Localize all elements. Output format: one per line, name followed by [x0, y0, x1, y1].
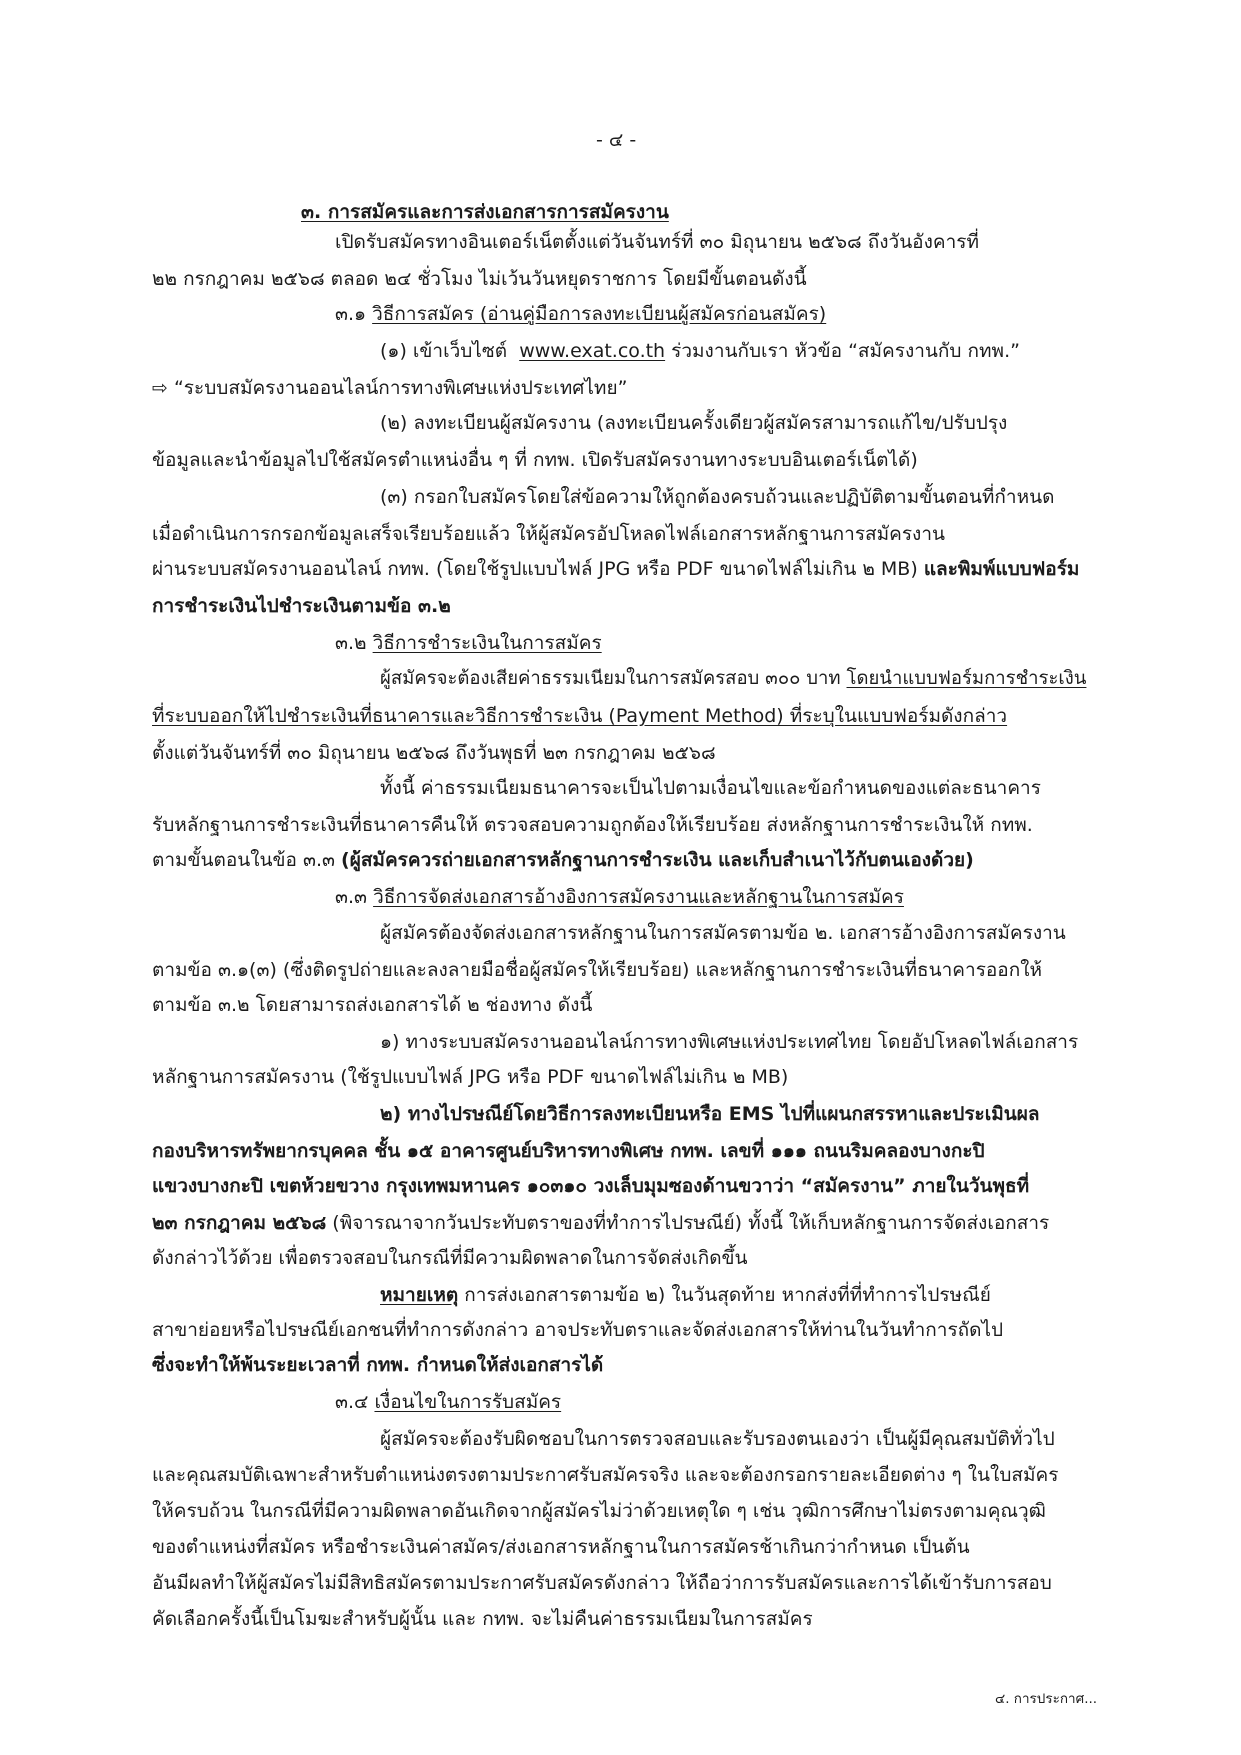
s32-p2-line2: รับหลักฐานการชำระเงินที่ธนาคารคืนให้ ตรวจสอบความถูกต้องให้เรียบร้อย ส่งหลักฐานการชำระเงินให้ กทพ.: [152, 814, 1033, 836]
s33-note-line3: ซึ่งจะทำให้พ้นระยะเวลาที่ กทพ. กำหนดให้ส่งเอกสารได้: [152, 1354, 604, 1376]
s31-heading: [335, 301, 826, 327]
s31-item1-line2: [152, 375, 627, 401]
s33-note-line2: สาขาย่อยหรือไปรษณีย์เอกชนที่ทำการดังกล่าว อาจประทับตราและจัดส่งเอกสารให้ท่านในวันทำการถัดไป: [152, 1319, 1004, 1341]
s32-p1-line1: [380, 666, 1086, 692]
s31-item1: [380, 338, 1020, 364]
s32-p2-line3-bold: (ผู้สมัครควรถ่ายเอกสารหลักฐานการชำระเงิน และเก็บสำเนาไว้กับตนเองด้วย): [341, 849, 974, 871]
intro-line-2: ๒๒ กรกฎาคม ๒๕๖๘ ตลอด ๒๔ ชั่วโมง ไม่เว้นวันหยุดราชการ โดยมีขั้นตอนดังนี้: [152, 268, 807, 290]
s32-heading: [335, 630, 602, 656]
s34-line4: ของตำแหน่งที่สมัคร หรือชำระเงินค่าสมัคร/ส่งเอกสารหลักฐานในการสมัครช้าเกินกว่ากำหนด เป็นต้น: [152, 1536, 970, 1558]
s33-c2-line4-plain: (พิจารณาจากวันประทับตราของที่ทำการไปรษณีย์) ทั้งนี้ ให้เก็บหลักฐานการจัดส่งเอกสาร: [332, 1212, 1050, 1234]
page-number: - ๔ -: [596, 129, 637, 151]
s31-item1-suffix: ร่วมงานกับเรา หัวข้อ “สมัครงานกับ กทพ.”: [671, 340, 1020, 362]
s33-c1-line1: ๑) ทางระบบสมัครงานออนไลน์การทางพิเศษแห่งประเทศไทย โดยอัปโหลดไฟล์เอกสาร: [380, 1031, 1079, 1053]
s31-item3-line3-plain: ผ่านระบบสมัครงานออนไลน์ กทพ. (โดยใช้รูปแบบไฟล์ JPG หรือ PDF ขนาดไฟล์ไม่เกิน ๒ MB): [152, 558, 918, 580]
s34-line2: และคุณสมบัติเฉพาะสำหรับตำแหน่งตรงตามประกาศรับสมัครจริง และจะต้องกรอกรายละเอียดต่าง ๆ ในใบสมัคร: [152, 1464, 1059, 1486]
exat-website-link[interactable]: www.exat.co.th: [519, 340, 666, 362]
s34-line3: ให้ครบถ้วน ในกรณีที่มีความผิดพลาดอันเกิดจากผู้สมัครไม่ว่าด้วยเหตุใด ๆ เช่น วุฒิการศึกษาไม่ตรงตามคุณวุฒิ: [152, 1500, 1046, 1522]
s32-p1-underline: โดยนำแบบฟอร์มการชำระเงิน: [846, 668, 1087, 689]
s33-c2-line1: ๒) ทางไปรษณีย์โดยวิธีการลงทะเบียนหรือ EMS ไปที่แผนกสรรหาและประเมินผล: [380, 1103, 1040, 1125]
s32-p1-line3: ตั้งแต่วันจันทร์ที่ ๓๐ มิถุนายน ๒๕๖๘ ถึงวันพุธที่ ๒๓ กรกฎาคม ๒๕๖๘: [152, 742, 716, 764]
s33-c2-line3: แขวงบางกะปิ เขตห้วยขวาง กรุงเทพมหานคร ๑๐๓๑๐ วงเล็บมุมซองด้านขวาว่า “สมัครงาน” ภายในวันพุธที่: [152, 1175, 1030, 1197]
s33-c2-line2: กองบริหารทรัพยากรบุคคล ชั้น ๑๕ อาคารศูนย์บริหารทางพิเศษ กทพ. เลขที่ ๑๑๑ ถนนริมคลองบางกะปิ: [152, 1140, 985, 1162]
s31-item2-line1: (๒) ลงทะเบียนผู้สมัครงาน (ลงทะเบียนครั้งเดียวผู้สมัครสามารถแก้ไข/ปรับปรุง: [380, 412, 1008, 434]
s32-p2-line3: [152, 847, 974, 873]
s33-p1-line3: ตามข้อ ๓.๒ โดยสามารถส่งเอกสารได้ ๒ ช่องทาง ดังนี้: [152, 994, 593, 1016]
s31-item3-bold-tail: และพิมพ์แบบฟอร์ม: [923, 558, 1080, 580]
s32-number: ๓.๒: [335, 632, 367, 654]
s33-p1-line1: ผู้สมัครต้องจัดส่งเอกสารหลักฐานในการสมัครตามข้อ ๒. เอกสารอ้างอิงการสมัครงาน: [380, 922, 1066, 944]
s33-p1-line2: ตามข้อ ๓.๑(๓) (ซึ่งติดรูปถ่ายและลงลายมือชื่อผู้สมัครให้เรียบร้อย) และหลักฐานการชำระเงินที่ธนาคารออกให้: [152, 959, 1043, 981]
s31-title: วิธีการสมัคร (อ่านคู่มือการลงทะเบียนผู้สมัครก่อนสมัคร): [372, 303, 827, 325]
s32-p1-line2: ที่ระบบออกให้ไปชำระเงินที่ธนาคารและวิธีการชำระเงิน (Payment Method) ที่ระบุในแบบฟอร์มดังกล่าว: [152, 705, 1008, 727]
s33-heading: [335, 884, 904, 910]
s33-note-label: หมายเหตุ: [380, 1284, 459, 1306]
s32-title: วิธีการชำระเงินในการสมัคร: [372, 632, 602, 654]
s33-c2-line5: ดังกล่าวไว้ด้วย เพื่อตรวจสอบในกรณีที่มีความผิดพลาดในการจัดส่งเกิดขึ้น: [152, 1247, 748, 1269]
intro-line-1: เปิดรับสมัครทางอินเตอร์เน็ตตั้งแต่วันจันทร์ที่ ๓๐ มิถุนายน ๒๕๖๘ ถึงวันอังคารที่: [335, 231, 979, 253]
arrow-right-icon: ⇨: [152, 377, 168, 399]
s33-c2-date: ๒๓ กรกฎาคม ๒๕๖๘: [152, 1212, 327, 1234]
s31-item3-line3: [152, 556, 1079, 582]
section-heading: ๓. การสมัครและการส่งเอกสารการสมัครงาน: [301, 201, 669, 223]
s33-note-text: การส่งเอกสารตามข้อ ๒) ในวันสุดท้าย หากส่งที่ที่ทำการไปรษณีย์: [464, 1284, 991, 1306]
s33-note-line1: [380, 1282, 991, 1308]
s31-item3-line2: เมื่อดำเนินการกรอกข้อมูลเสร็จเรียบร้อยแล้ว ให้ผู้สมัครอัปโหลดไฟล์เอกสารหลักฐานการสมัครงาน: [152, 523, 945, 545]
s33-c2-line4: [152, 1210, 1049, 1236]
s33-number: ๓.๓: [335, 886, 368, 908]
s34-line6: คัดเลือกครั้งนี้เป็นโมฆะสำหรับผู้นั้น และ กทพ. จะไม่คืนค่าธรรมเนียมในการสมัคร: [152, 1608, 813, 1630]
next-page-continuation: ๔. การประกาศ...: [995, 1691, 1098, 1707]
s32-p2-line1: ทั้งนี้ ค่าธรรมเนียมธนาคารจะเป็นไปตามเงื่อนไขและข้อกำหนดของแต่ละธนาคาร: [380, 777, 1041, 799]
s31-item3-line1: (๓) กรอกใบสมัครโดยใส่ข้อความให้ถูกต้องครบถ้วนและปฏิบัติตามขั้นตอนที่กำหนด: [380, 486, 1055, 508]
s31-number: ๓.๑: [335, 303, 367, 325]
s32-p2-line3-plain: ตามขั้นตอนในข้อ ๓.๓: [152, 849, 335, 871]
online-system-name: “ระบบสมัครงานออนไลน์การทางพิเศษแห่งประเทศไทย”: [173, 377, 628, 399]
s33-title: วิธีการจัดส่งเอกสารอ้างอิงการสมัครงานและหลักฐานในการสมัคร: [373, 886, 904, 908]
s34-title: เงื่อนไขในการรับสมัคร: [374, 1391, 562, 1413]
s31-item1-prefix: (๑) เข้าเว็บไซต์: [380, 340, 508, 362]
s31-item3-bold-line: การชำระเงินไปชำระเงินตามข้อ ๓.๒: [152, 595, 451, 617]
s34-heading: [335, 1389, 561, 1415]
s33-c1-line2: หลักฐานการสมัครงาน (ใช้รูปแบบไฟล์ JPG หรือ PDF ขนาดไฟล์ไม่เกิน ๒ MB): [152, 1066, 789, 1088]
s32-p1-plain: ผู้สมัครจะต้องเสียค่าธรรมเนียมในการสมัครสอบ ๓๐๐ บาท: [380, 668, 841, 689]
s34-number: ๓.๔: [335, 1391, 369, 1413]
s31-item2-line2: ข้อมูลและนำข้อมูลไปใช้สมัครตำแหน่งอื่น ๆ ที่ กทพ. เปิดรับสมัครงานทางระบบอินเตอร์เน็ตได้): [152, 449, 918, 471]
s34-line1: ผู้สมัครจะต้องรับผิดชอบในการตรวจสอบและรับรองตนเองว่า เป็นผู้มีคุณสมบัติทั่วไป: [380, 1428, 1055, 1450]
s34-line5: อันมีผลทำให้ผู้สมัครไม่มีสิทธิสมัครตามประกาศรับสมัครดังกล่าว ให้ถือว่าการรับสมัครและการได้เข้ารับการสอบ: [152, 1572, 1052, 1594]
